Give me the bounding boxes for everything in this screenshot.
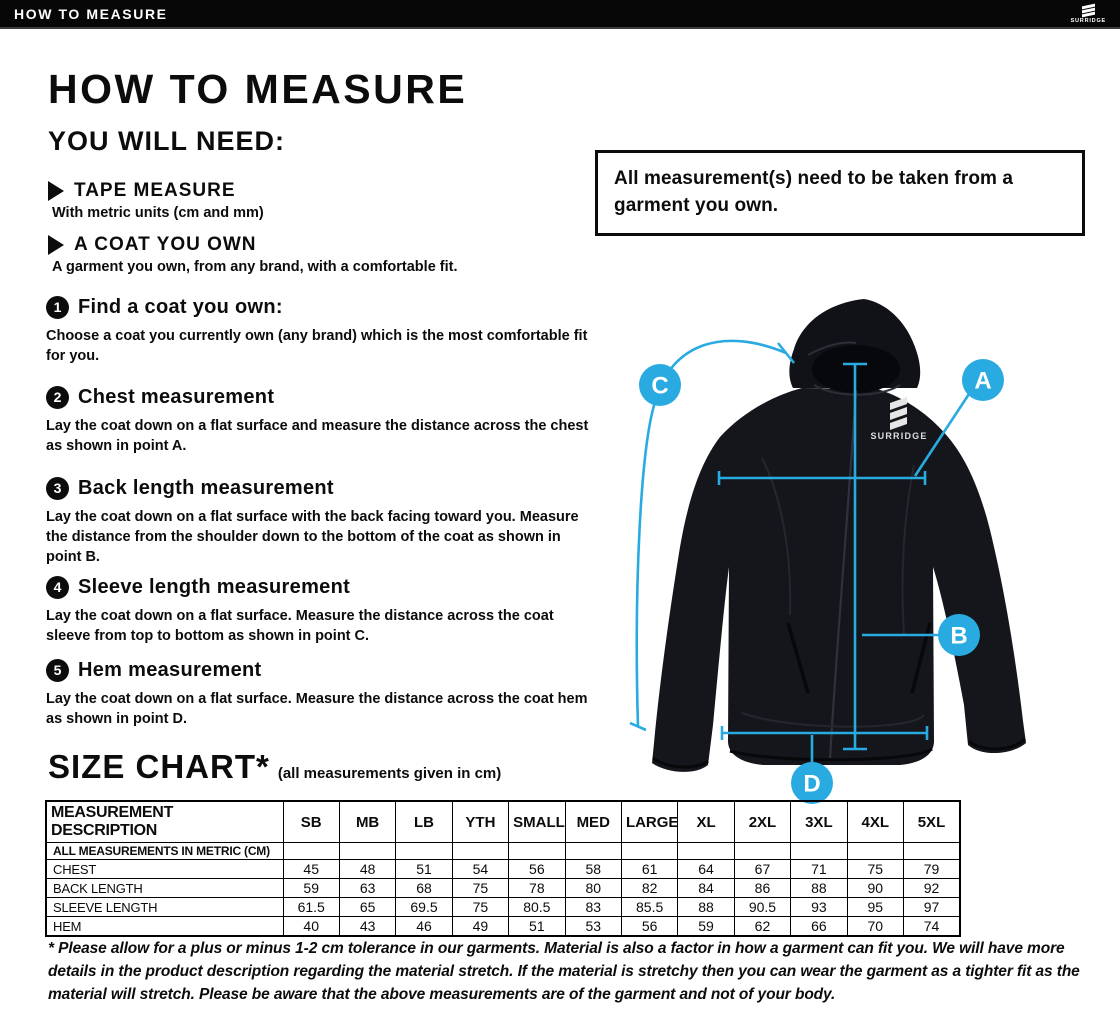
size-value-cell: 66 — [791, 917, 847, 937]
size-value-cell: 59 — [678, 917, 734, 937]
step-back-length-measurement — [46, 477, 594, 567]
brand-text: SURRIDGE — [1070, 17, 1106, 24]
point-d-label: D — [803, 770, 821, 798]
size-value-cell: 49 — [452, 917, 508, 937]
size-column-header: 4XL — [847, 801, 903, 843]
size-column-header: SMALL — [509, 801, 565, 843]
size-row-chest — [46, 860, 960, 879]
size-column-header: SB — [283, 801, 339, 843]
size-chart-subtitle: (all measurements given in cm) — [277, 765, 502, 782]
empty-cell — [903, 843, 960, 860]
size-value-cell: 40 — [283, 917, 339, 937]
size-value-cell: 75 — [452, 879, 508, 898]
size-value-cell: 82 — [621, 879, 677, 898]
size-column-header: 5XL — [903, 801, 960, 843]
step-description: Lay the coat down on a flat surface and measure the distance across the chest as shown in point A. — [46, 418, 589, 454]
size-column-header: LB — [396, 801, 452, 843]
size-chart-title: SIZE CHART* — [48, 748, 270, 785]
measurement-description-header: MEASUREMENT DESCRIPTION — [46, 801, 283, 843]
step-title: Sleeve length measurement — [78, 576, 351, 598]
size-value-cell: 70 — [847, 917, 903, 937]
size-value-cell: 65 — [339, 898, 395, 917]
size-row-hem — [46, 917, 960, 937]
step-chest-measurement — [46, 386, 594, 456]
step-hem-measurement — [46, 659, 594, 729]
size-value-cell: 53 — [565, 917, 621, 937]
step-title: Back length measurement — [78, 477, 334, 499]
surridge-s-icon — [1082, 4, 1095, 17]
size-value-cell: 95 — [847, 898, 903, 917]
size-value-cell: 78 — [509, 879, 565, 898]
step-description: Lay the coat down on a flat surface with the back facing toward you. Measure the distance from the shoulder down to the bottom of the coat as shown in point B. — [46, 509, 579, 565]
size-value-cell: 79 — [903, 860, 960, 879]
size-value-cell: 51 — [509, 917, 565, 937]
size-column-header: YTH — [452, 801, 508, 843]
size-value-cell: 84 — [678, 879, 734, 898]
size-value-cell: 64 — [678, 860, 734, 879]
size-value-cell: 88 — [791, 879, 847, 898]
metric-note-row — [46, 843, 960, 860]
point-b-label: B — [950, 622, 968, 650]
empty-cell — [339, 843, 395, 860]
row-label-cell: CHEST — [46, 860, 283, 879]
requirement-tape-measure — [48, 180, 588, 221]
page-title: HOW TO MEASURE — [48, 66, 468, 112]
step-number-badge: 2 — [46, 386, 69, 409]
size-value-cell: 86 — [734, 879, 790, 898]
size-column-header: XL — [678, 801, 734, 843]
size-value-cell: 61 — [621, 860, 677, 879]
size-row-back-length — [46, 879, 960, 898]
size-value-cell: 88 — [678, 898, 734, 917]
point-b-badge — [938, 614, 980, 656]
size-value-cell: 67 — [734, 860, 790, 879]
size-value-cell: 69.5 — [396, 898, 452, 917]
jacket-measurement-diagram — [612, 293, 1115, 815]
size-value-cell: 51 — [396, 860, 452, 879]
top-bar — [0, 0, 1120, 29]
requirement-description: A garment you own, from any brand, with a comfortable fit. — [52, 259, 458, 275]
size-chart-heading — [48, 748, 501, 786]
size-value-cell: 63 — [339, 879, 395, 898]
requirement-coat-you-own — [48, 234, 588, 275]
garment-logo-text: SURRIDGE — [870, 431, 928, 441]
size-value-cell: 85.5 — [621, 898, 677, 917]
step-find-a-coat — [46, 296, 594, 366]
size-column-header: MB — [339, 801, 395, 843]
triangle-bullet-icon — [48, 235, 64, 255]
empty-cell — [396, 843, 452, 860]
empty-cell — [847, 843, 903, 860]
step-description: Lay the coat down on a flat surface. Measure the distance across the coat hem as shown in point D. — [46, 691, 588, 727]
size-column-header: MED — [565, 801, 621, 843]
size-value-cell: 75 — [847, 860, 903, 879]
row-label-cell: HEM — [46, 917, 283, 937]
size-value-cell: 45 — [283, 860, 339, 879]
size-value-cell: 43 — [339, 917, 395, 937]
step-number-badge: 5 — [46, 659, 69, 682]
step-description: Lay the coat down on a flat surface. Measure the distance across the coat sleeve from top to bottom as shown in point C. — [46, 608, 554, 644]
size-value-cell: 62 — [734, 917, 790, 937]
measurement-note-box: All measurement(s) need to be taken from a garment you own. — [595, 150, 1085, 236]
metric-note-cell: ALL MEASUREMENTS IN METRIC (CM) — [46, 843, 283, 860]
size-row-sleeve-length — [46, 898, 960, 917]
point-d-badge — [791, 762, 833, 804]
size-value-cell: 54 — [452, 860, 508, 879]
size-value-cell: 61.5 — [283, 898, 339, 917]
size-chart-table — [45, 800, 961, 937]
tolerance-footnote: * Please allow for a plus or minus 1-2 cm tolerance in our garments. Material is also a factor in how a garment can fit you. We will have more details in the product description regarding the material stretch. If the material is stretchy then you can wear the garment as a tighter fit as the material will stretch. Please be aware that the above measurements are of the garment and not of your body. — [48, 940, 1080, 1003]
requirement-title: TAPE MEASURE — [74, 180, 236, 201]
step-title: Chest measurement — [78, 386, 275, 408]
step-number-badge: 4 — [46, 576, 69, 599]
size-value-cell: 56 — [509, 860, 565, 879]
size-value-cell: 71 — [791, 860, 847, 879]
row-label-cell: SLEEVE LENGTH — [46, 898, 283, 917]
size-column-header: LARGE — [621, 801, 677, 843]
step-description: Choose a coat you currently own (any brand) which is the most comfortable fit for you. — [46, 328, 588, 364]
size-value-cell: 46 — [396, 917, 452, 937]
section-you-will-need: YOU WILL NEED: — [48, 126, 286, 156]
surridge-logo-icon — [1071, 4, 1110, 24]
step-number-badge: 1 — [46, 296, 69, 319]
row-label-cell: BACK LENGTH — [46, 879, 283, 898]
triangle-bullet-icon — [48, 181, 64, 201]
point-a-badge — [962, 359, 1004, 401]
size-value-cell: 74 — [903, 917, 960, 937]
empty-cell — [791, 843, 847, 860]
size-value-cell: 80 — [565, 879, 621, 898]
size-value-cell: 83 — [565, 898, 621, 917]
size-column-header: 3XL — [791, 801, 847, 843]
size-value-cell: 92 — [903, 879, 960, 898]
size-value-cell: 97 — [903, 898, 960, 917]
size-value-cell: 56 — [621, 917, 677, 937]
point-c-badge — [639, 364, 681, 406]
size-value-cell: 59 — [283, 879, 339, 898]
empty-cell — [565, 843, 621, 860]
point-c-label: C — [651, 372, 669, 400]
step-number-badge: 3 — [46, 477, 69, 500]
size-value-cell: 58 — [565, 860, 621, 879]
empty-cell — [734, 843, 790, 860]
size-value-cell: 93 — [791, 898, 847, 917]
step-title: Find a coat you own: — [78, 296, 283, 318]
size-value-cell: 48 — [339, 860, 395, 879]
requirement-description: With metric units (cm and mm) — [52, 205, 264, 221]
size-value-cell: 75 — [452, 898, 508, 917]
size-value-cell: 90.5 — [734, 898, 790, 917]
empty-cell — [452, 843, 508, 860]
empty-cell — [678, 843, 734, 860]
step-title: Hem measurement — [78, 659, 262, 681]
empty-cell — [283, 843, 339, 860]
empty-cell — [509, 843, 565, 860]
top-bar-title: HOW TO MEASURE — [14, 5, 168, 22]
size-value-cell: 90 — [847, 879, 903, 898]
size-column-header: 2XL — [734, 801, 790, 843]
size-value-cell: 80.5 — [509, 898, 565, 917]
requirement-title: A COAT YOU OWN — [74, 234, 257, 255]
point-a-label: A — [974, 367, 992, 395]
size-chart-header-row — [46, 801, 960, 843]
size-value-cell: 68 — [396, 879, 452, 898]
step-sleeve-length-measurement — [46, 576, 594, 646]
empty-cell — [621, 843, 677, 860]
